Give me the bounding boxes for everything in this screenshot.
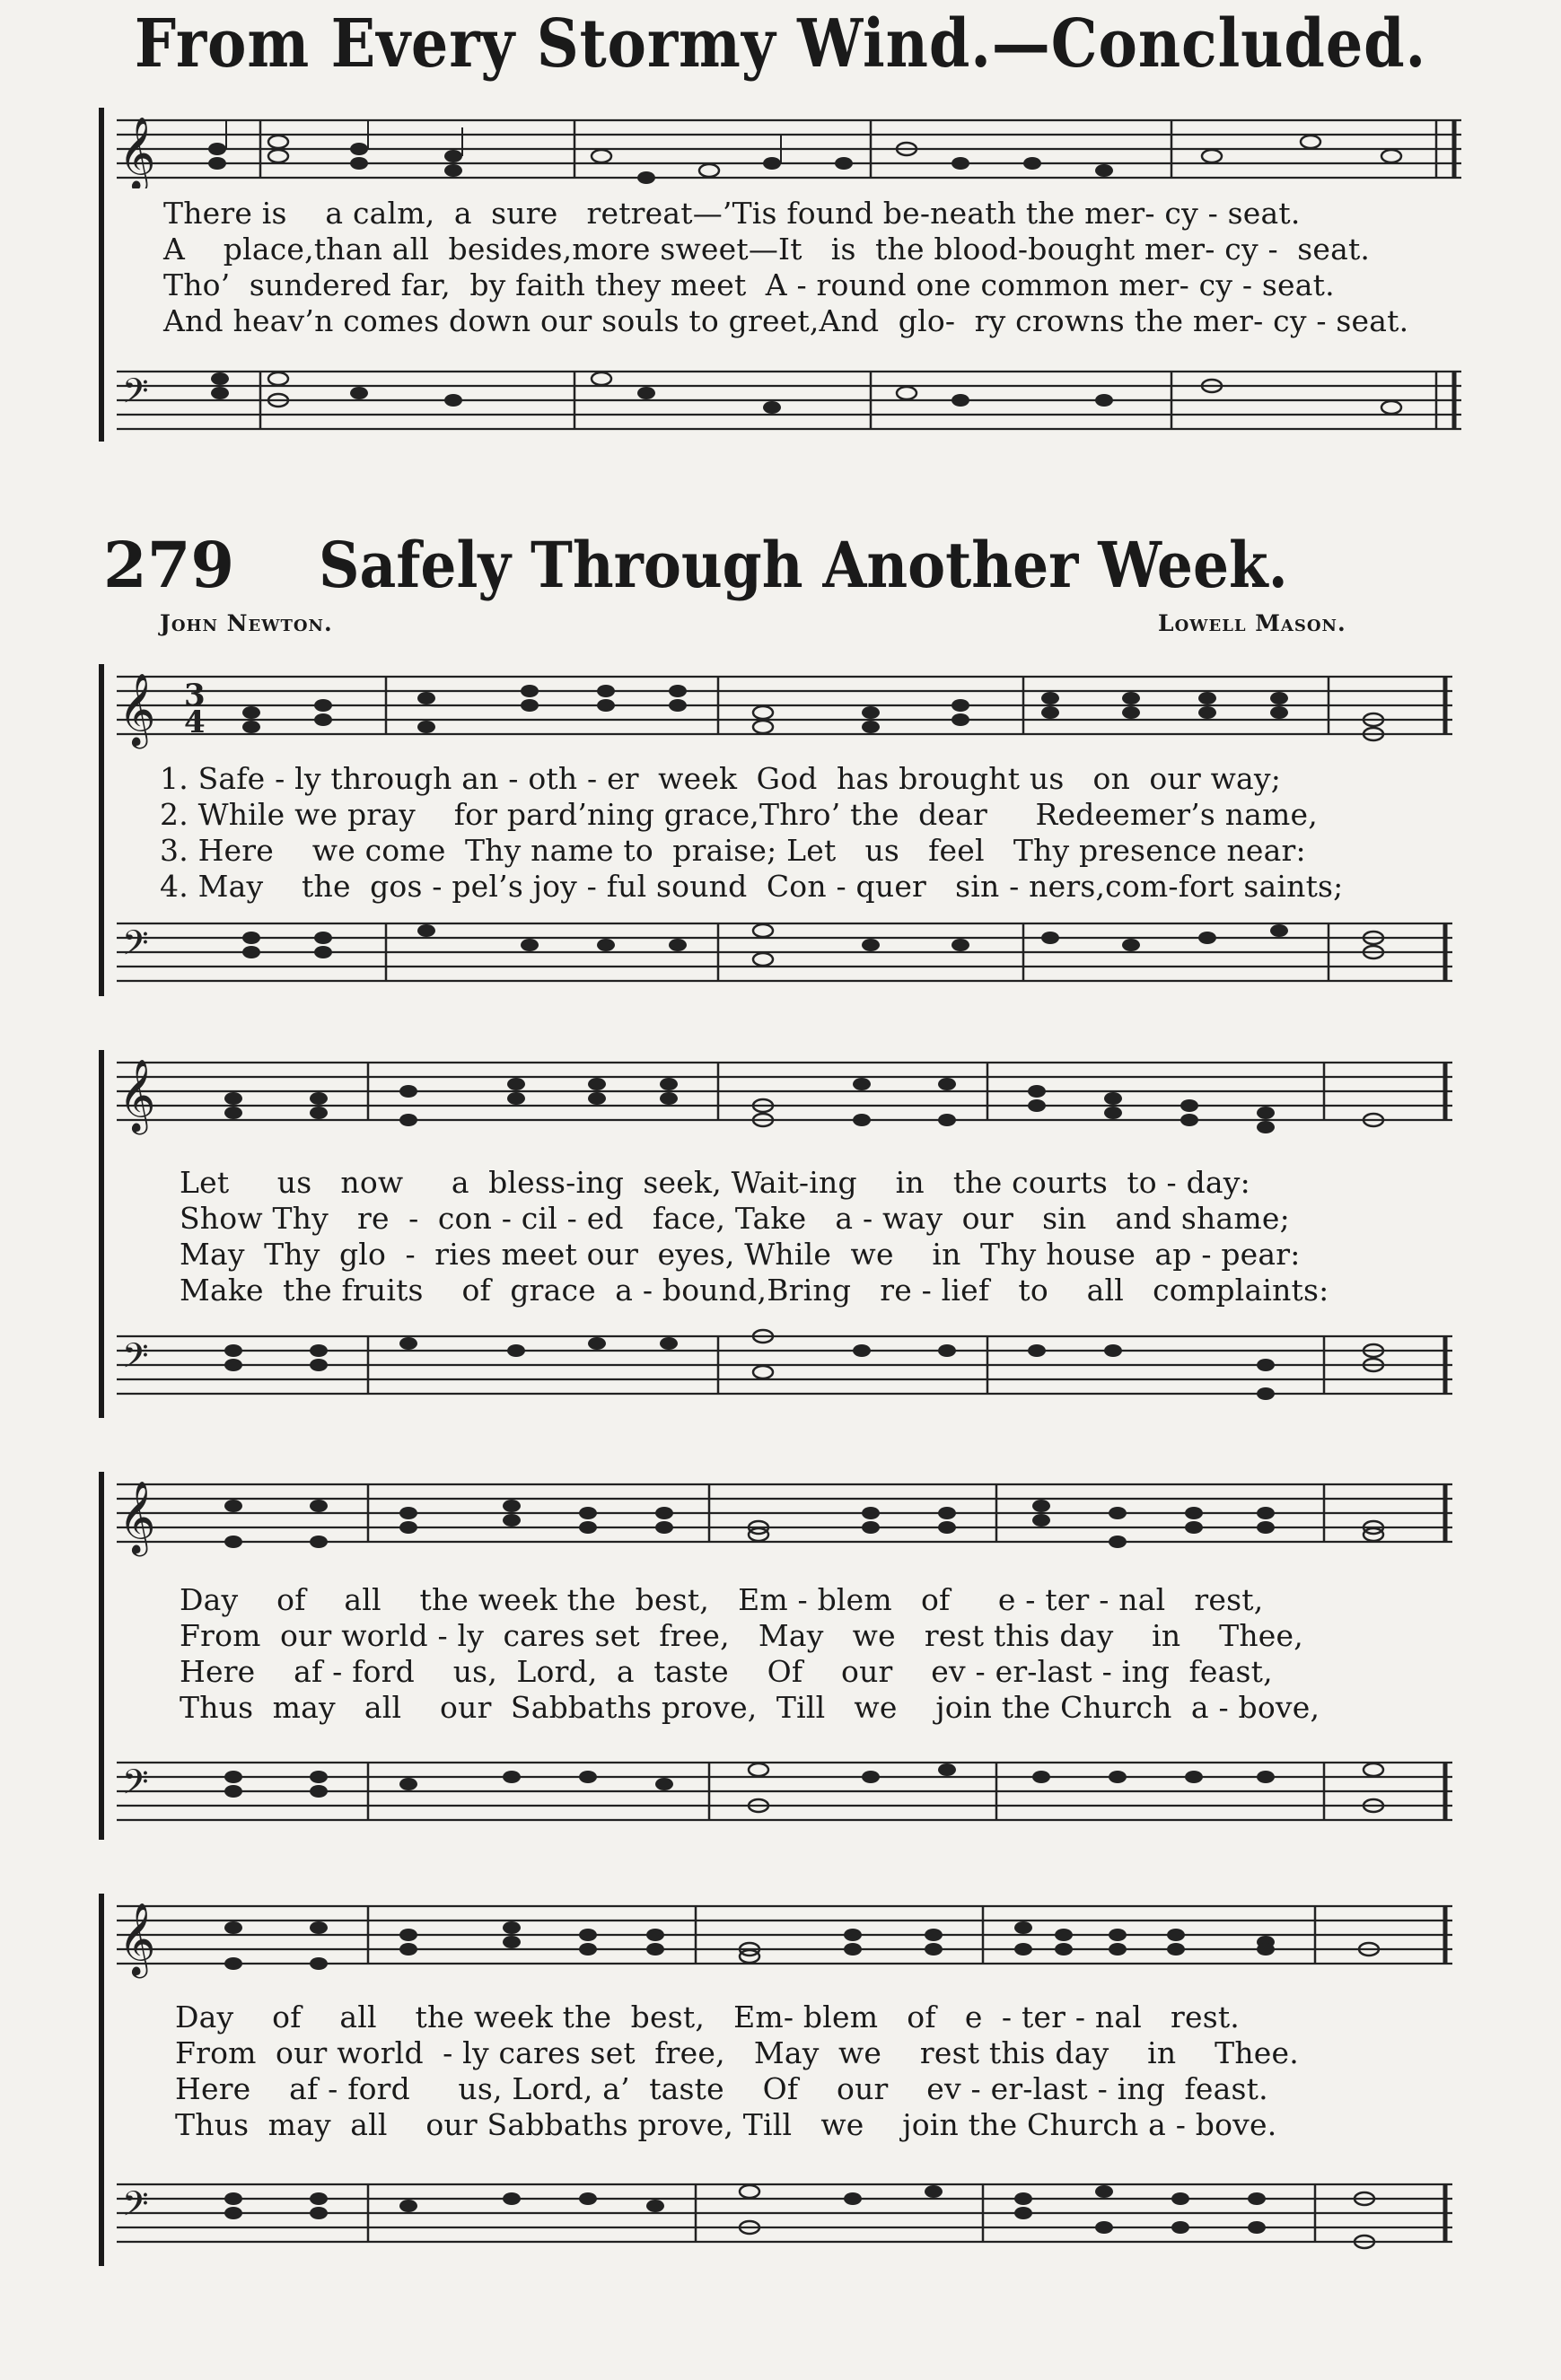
bass-staff [99, 1750, 1463, 1831]
lyric-verse-3: Here af - ford us, Lord, a’ taste Of our ev - er-last - ing feast. [175, 2071, 1268, 2106]
composer-credit: Lowell Mason. [1158, 610, 1346, 636]
lyric-verse-4: 4. May the gos - pel’s joy - ful sound Con - quer sin - ners,com-fort saints; [160, 869, 1344, 904]
music-system-1 [99, 655, 1463, 1001]
svg-text:𝄢: 𝄢 [122, 371, 149, 419]
author-credit: John Newton. [160, 610, 333, 636]
treble-staff [99, 1472, 1463, 1553]
bass-staff [99, 911, 1463, 992]
svg-text:𝄞: 𝄞 [118, 672, 156, 746]
treble-staff-lines [99, 664, 1463, 749]
lyric-verse-2: From our world - ly cares set free, May we rest this day in Thee. [175, 2035, 1299, 2070]
lyric-verse-2: From our world - ly cares set free, May we rest this day in Thee, [180, 1618, 1303, 1653]
lyric-verse-2: 2. While we pray for pard’ning grace,Thro’ the dear Redeemer’s name, [160, 797, 1318, 832]
lyric-verse-4: And heav’n comes down our souls to greet,And glo- ry crowns the mer- cy - seat. [163, 303, 1409, 338]
bass-staff-lines [99, 2172, 1463, 2266]
svg-text:𝄞: 𝄞 [118, 1902, 156, 1975]
lyric-verse-1: Day of all the week the best, Em - blem of e - ter - nal rest, [180, 1582, 1264, 1617]
music-system-4 [99, 1885, 1463, 2271]
bass-staff-lines [99, 1750, 1463, 1835]
lyric-verse-3: Tho’ sundered far, by faith they meet A - round one common mer- cy - seat. [163, 267, 1335, 302]
hymn-title: Safely Through Another Week. [319, 528, 1288, 602]
svg-text:𝄞: 𝄞 [118, 1480, 156, 1553]
treble-staff-lines [99, 1472, 1463, 1557]
svg-text:𝄢: 𝄢 [122, 923, 149, 971]
music-system-2 [99, 1041, 1463, 1427]
lyric-verse-4: Make the fruits of grace a - bound,Bring re - lief to all complaints: [180, 1273, 1329, 1308]
treble-staff [99, 1894, 1463, 1974]
svg-text:𝄞: 𝄞 [118, 116, 156, 188]
lyric-verse-3: Here af - ford us, Lord, a taste Of our ev - er-last - ing feast, [180, 1654, 1273, 1689]
lyric-verse-1: There is a calm, a sure retreat—’Tis found be-neath the mer- cy - seat. [163, 196, 1301, 231]
treble-staff-lines [99, 108, 1463, 188]
treble-staff-lines [99, 1050, 1463, 1135]
music-system-concluded [99, 99, 1463, 449]
lyric-verse-1: 1. Safe - ly through an - oth - er week God has brought us on our way; [160, 761, 1282, 796]
svg-text:𝄢: 𝄢 [122, 1762, 149, 1810]
hymn-header [103, 528, 1450, 608]
treble-staff-lines [99, 1894, 1463, 1979]
bass-staff-lines [99, 359, 1463, 444]
bass-staff [99, 359, 1463, 440]
svg-text:4: 4 [184, 704, 206, 740]
lyric-verse-3: May Thy glo - ries meet our eyes, While we in Thy house ap - pear: [180, 1237, 1301, 1272]
svg-text:𝄢: 𝄢 [122, 1335, 149, 1384]
svg-text:𝄢: 𝄢 [122, 2183, 149, 2232]
treble-staff [99, 1050, 1463, 1131]
bass-staff [99, 2172, 1463, 2262]
page-title: From Every Stormy Wind.—Concluded. [134, 5, 1427, 83]
bass-staff [99, 1324, 1463, 1413]
hymn-number: 279 [103, 528, 235, 602]
lyric-verse-2: A place,than all besides,more sweet—It is the blood-bought mer- cy - seat. [163, 232, 1371, 267]
treble-staff [99, 108, 1463, 188]
lyric-verse-4: Thus may all our Sabbaths prove, Till we join the Church a - bove, [180, 1690, 1320, 1725]
lyric-verse-3: 3. Here we come Thy name to praise; Let us feel Thy presence near: [160, 833, 1306, 868]
bass-staff-lines [99, 1324, 1463, 1418]
bass-staff-lines [99, 911, 1463, 996]
lyric-verse-1: Day of all the week the best, Em- blem of e - ter - nal rest. [175, 1999, 1241, 2034]
svg-text:𝄞: 𝄞 [118, 1058, 156, 1132]
svg-text:3: 3 [184, 678, 206, 713]
music-system-3 [99, 1463, 1463, 1844]
lyric-verse-2: Show Thy re - con - cil - ed face, Take a - way our sin and shame; [180, 1201, 1290, 1236]
treble-staff [99, 664, 1463, 745]
lyric-verse-1: Let us now a bless-ing seek, Wait-ing in the courts to - day: [180, 1165, 1250, 1200]
lyric-verse-4: Thus may all our Sabbaths prove, Till we join the Church a - bove. [175, 2107, 1277, 2142]
